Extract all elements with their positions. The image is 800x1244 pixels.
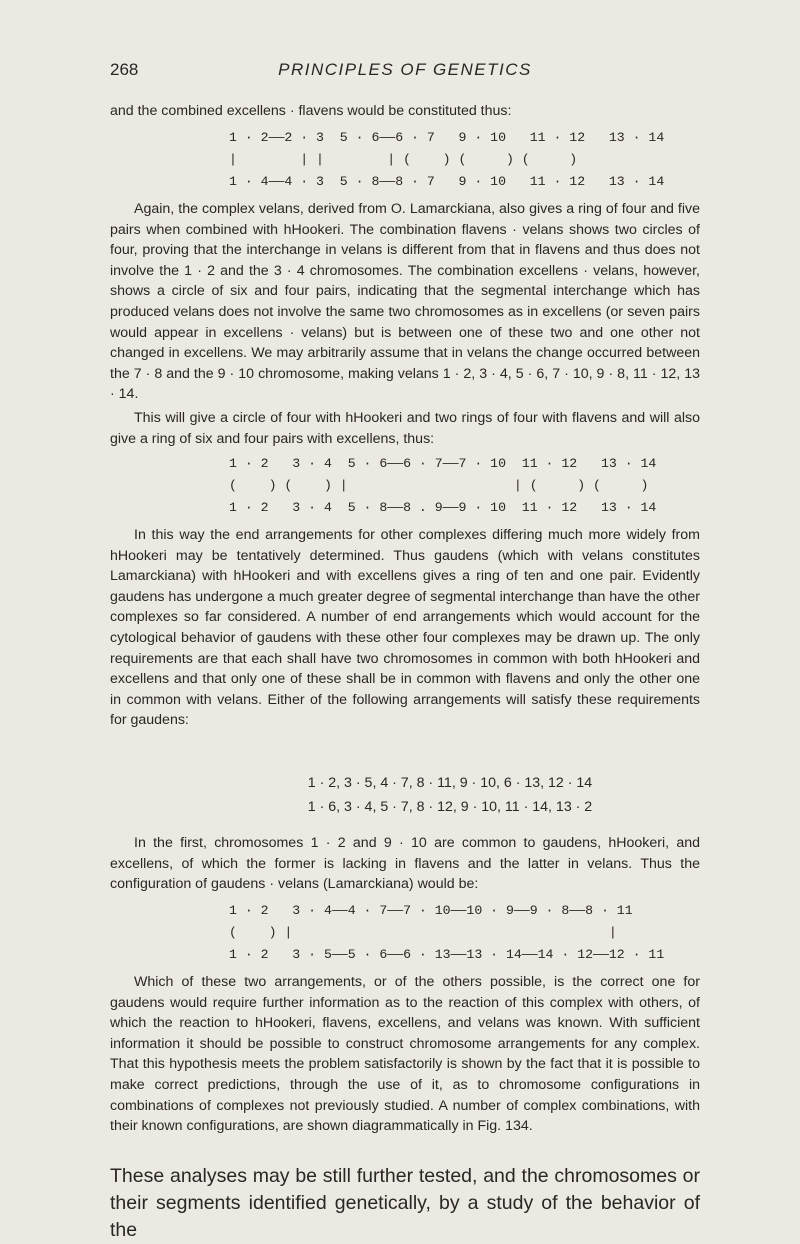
page-header bbox=[110, 60, 700, 84]
paragraph-5 bbox=[110, 833, 700, 895]
paragraph-2 bbox=[110, 199, 700, 405]
gaudens-arrangement-1: 1 · 2, 3 · 5, 4 · 7, 8 · 11, 9 · 10, 6 · 13, 12 · 14 bbox=[307, 775, 593, 791]
paragraph-1 bbox=[110, 101, 700, 122]
paragraph-3-text: This will give a circle of four with hHookeri and two rings of four with flavens and will also give a ring of six and four pairs with excellens, thus: bbox=[110, 410, 700, 447]
scheme-3-bottom-row: 1 · 2 3 · 5——5 · 6——6 · 13——13 · 14——14 · 12——12 · 11 bbox=[229, 947, 665, 962]
paragraph-4 bbox=[110, 525, 700, 731]
scheme-2-bottom-row: 1 · 2 3 · 4 5 · 8——8 . 9——9 · 10 11 · 12 13 · 14 bbox=[229, 500, 657, 515]
scheme-2-connector-row: ( ) ( ) | | ( ) ( ) bbox=[229, 478, 649, 493]
scheme-1-bottom-row: 1 · 4——4 · 3 5 · 8——8 · 7 9 · 10 11 · 12 13 · 14 bbox=[229, 174, 665, 189]
scheme-gaudens-velans bbox=[0, 900, 800, 966]
paragraph-5-text: In the first, chromosomes 1 · 2 and 9 · 10 are common to gaudens, hHookeri, and excellens, of which the former is lacking in flavens and the latter in velans. Thus the configuration of gaudens · velans (Lamarckiana) would be: bbox=[110, 835, 700, 893]
paragraph-1-text: and the combined excellens · flavens would be constituted thus: bbox=[110, 103, 512, 119]
paragraph-3 bbox=[110, 408, 700, 449]
scheme-3-top-row: 1 · 2 3 · 4——4 · 7——7 · 10——10 · 9——9 · 8——8 · 11 bbox=[229, 903, 633, 918]
scheme-3-connector-row: ( ) | | bbox=[229, 925, 617, 940]
paragraph-7 bbox=[110, 1163, 700, 1244]
scheme-excellens-flavens bbox=[0, 127, 800, 193]
scheme-velans-excellens bbox=[0, 453, 800, 519]
paragraph-2-text: Again, the complex velans, derived from O. Lamarckiana, also gives a ring of four and five pairs when combined with hHookeri. The combination flavens · velans shows two circles of four, proving that the interchange in velans is different from that in flavens and thus does not involve the 1 · 2 and the 3 · 4 chromosomes. The combination excellens · velans, however, shows a circle of six and four pairs, indicating that the segmental interchange which has produced velans does not involve the same two chromosomes as in excellens (or seven pairs would appear in excellens · velans) but is between one of these two and one other not changed in excellens. We may arbitrarily assume that in velans the change occurred between the 7 · 8 and the 9 · 10 chromosome, making velans 1 · 2, 3 · 4, 5 · 6, 7 · 10, 9 · 8, 11 · 12, 13 · 14. bbox=[110, 201, 700, 403]
paragraph-7-text: These analyses may be still further tested, and the chromosomes or their segments identified genetically, by a study of the behavior of the bbox=[110, 1165, 700, 1241]
paragraph-4-text: In this way the end arrangements for other complexes differing much more widely from hHookeri may be tentatively determined. Thus gaudens (which with velans constitutes Lamarckiana) with hHookeri and with excellens gives a ring of ten and one pair. Evidently gaudens has undergone a much greater degree of segmental interchange than have the other complexes so far considered. A number of end arrangements which would account for the cytological behavior of gaudens with these other four complexes may be drawn up. The only requirements are that each shall have two chromosomes in common with both hHookeri and excellens and that only one of these shall be in common with flavens and only the other one in common with velans. Either of the following arrangements will satisfy these requirements for gaudens: bbox=[110, 527, 700, 729]
scheme-1-connector-row: | | | | ( ) ( ) ( ) bbox=[229, 152, 578, 167]
paragraph-6 bbox=[110, 972, 700, 1137]
gaudens-arrangement-2: 1 · 6, 3 · 4, 5 · 7, 8 · 12, 9 · 10, 11 · 14, 13 · 2 bbox=[307, 799, 593, 815]
running-head: PRINCIPLES OF GENETICS bbox=[278, 60, 532, 79]
paragraph-6-text: Which of these two arrangements, or of the others possible, is the correct one for gaudens would require further information as to the reaction of this complex with others, of which the reaction to hHookeri, flavens, excellens, and velans was known. With sufficient information it should be possible to construct chromosome arrangements for any complex. That this hypothesis meets the problem satisfactorily is shown by the fact that it is possible to make correct predictions, through the use of it, as to chromosome configurations in combinations of complexes not previously studied. A number of complex combinations, with their known configurations, are shown diagrammatically in Fig. 134. bbox=[110, 974, 700, 1135]
scheme-1-top-row: 1 · 2——2 · 3 5 · 6——6 · 7 9 · 10 11 · 12 13 · 14 bbox=[229, 130, 665, 145]
scheme-2-top-row: 1 · 2 3 · 4 5 · 6——6 · 7——7 · 10 11 · 12 13 · 14 bbox=[229, 456, 657, 471]
page-number: 268 bbox=[110, 60, 139, 79]
